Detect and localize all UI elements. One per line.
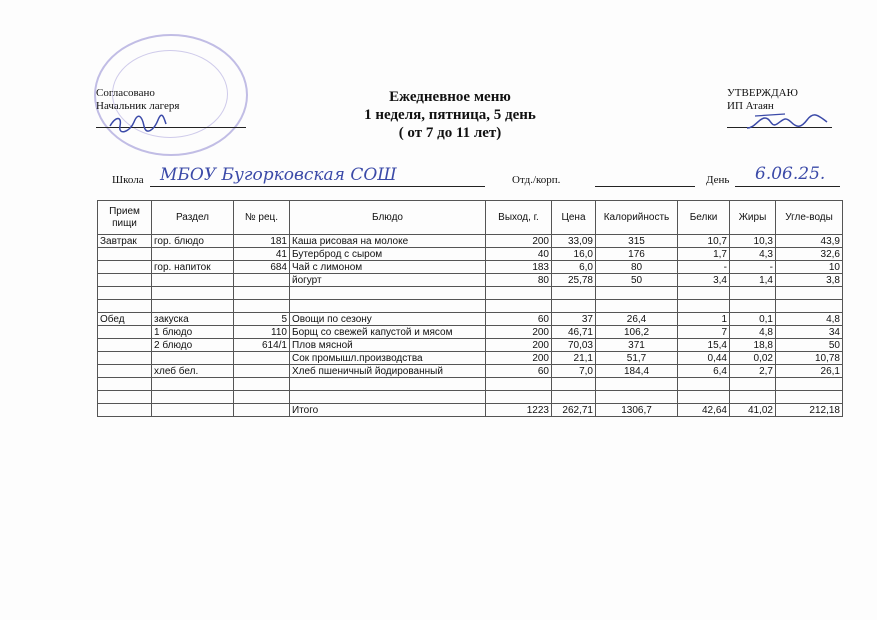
col-recipe: № рец.	[234, 201, 290, 235]
fats-cell	[730, 300, 776, 313]
output-cell: 200	[486, 352, 552, 365]
carbs-cell: 10,78	[776, 352, 843, 365]
title-line-2: 1 неделя, пятница, 5 день	[364, 107, 536, 123]
dish-cell	[290, 300, 486, 313]
section-cell: хлеб бел.	[152, 365, 234, 378]
table-row	[98, 287, 843, 300]
section-cell: 2 блюдо	[152, 339, 234, 352]
section-cell: закуска	[152, 313, 234, 326]
fats-cell: 10,3	[730, 235, 776, 248]
menu-table-body	[98, 235, 843, 417]
fats-cell	[730, 378, 776, 391]
output-cell: 183	[486, 261, 552, 274]
table-row	[98, 391, 843, 404]
section-cell	[152, 248, 234, 261]
col-calories: Калорийность	[596, 201, 678, 235]
total-row	[98, 404, 843, 417]
calories-cell	[596, 391, 678, 404]
recipe-cell: 181	[234, 235, 290, 248]
recipe-cell	[234, 352, 290, 365]
price-cell	[552, 378, 596, 391]
price-cell: 21,1	[552, 352, 596, 365]
calories-cell: 80	[596, 261, 678, 274]
confirm-signature	[745, 110, 830, 134]
carbs-cell	[776, 300, 843, 313]
section-cell	[152, 300, 234, 313]
output-cell: 200	[486, 235, 552, 248]
meal-cell	[98, 404, 152, 417]
proteins-cell: 1	[678, 313, 730, 326]
table-row	[98, 274, 843, 287]
dish-cell: Борщ со свежей капустой и мясом	[290, 326, 486, 339]
output-cell: 200	[486, 326, 552, 339]
meal-cell	[98, 287, 152, 300]
day-label: День	[706, 174, 730, 186]
dish-cell	[290, 391, 486, 404]
calories-cell	[596, 287, 678, 300]
proteins-cell: 3,4	[678, 274, 730, 287]
carbs-cell: 3,8	[776, 274, 843, 287]
proteins-cell	[678, 391, 730, 404]
approved-label: Согласовано	[96, 87, 155, 99]
proteins-cell: -	[678, 261, 730, 274]
price-cell: 262,71	[552, 404, 596, 417]
meal-cell	[98, 365, 152, 378]
recipe-cell	[234, 300, 290, 313]
day-underline	[735, 186, 840, 187]
calories-cell: 26,4	[596, 313, 678, 326]
meal-cell	[98, 391, 152, 404]
meal-cell	[98, 378, 152, 391]
fats-cell: 0,02	[730, 352, 776, 365]
carbs-cell	[776, 287, 843, 300]
proteins-cell	[678, 300, 730, 313]
table-row	[98, 326, 843, 339]
fats-cell: 18,8	[730, 339, 776, 352]
meal-cell	[98, 261, 152, 274]
output-cell	[486, 378, 552, 391]
dish-cell: йогурт	[290, 274, 486, 287]
section-cell: гор. блюдо	[152, 235, 234, 248]
price-cell	[552, 391, 596, 404]
calories-cell	[596, 378, 678, 391]
section-cell	[152, 404, 234, 417]
dish-cell: Плов мясной	[290, 339, 486, 352]
calories-cell: 1306,7	[596, 404, 678, 417]
proteins-cell: 10,7	[678, 235, 730, 248]
dept-underline	[595, 186, 695, 187]
price-cell: 37	[552, 313, 596, 326]
recipe-cell	[234, 274, 290, 287]
fats-cell: 1,4	[730, 274, 776, 287]
output-cell: 60	[486, 365, 552, 378]
fats-cell: 4,3	[730, 248, 776, 261]
meal-cell	[98, 248, 152, 261]
price-cell: 46,71	[552, 326, 596, 339]
price-cell: 25,78	[552, 274, 596, 287]
dish-cell: Каша рисовая на молоке	[290, 235, 486, 248]
output-cell: 40	[486, 248, 552, 261]
col-dish: Блюдо	[290, 201, 486, 235]
meal-cell	[98, 326, 152, 339]
carbs-cell: 212,18	[776, 404, 843, 417]
day-value: 6.06.25.	[755, 164, 826, 184]
section-cell	[152, 391, 234, 404]
proteins-cell: 42,64	[678, 404, 730, 417]
school-value: МБОУ Бугорковская СОШ	[160, 165, 397, 185]
recipe-cell: 41	[234, 248, 290, 261]
confirm-role: ИП Атаян	[727, 100, 774, 112]
fats-cell: -	[730, 261, 776, 274]
carbs-cell: 34	[776, 326, 843, 339]
fats-cell: 41,02	[730, 404, 776, 417]
page-title	[300, 88, 600, 142]
recipe-cell: 684	[234, 261, 290, 274]
carbs-cell	[776, 391, 843, 404]
output-cell	[486, 300, 552, 313]
table-row	[98, 365, 843, 378]
table-row	[98, 313, 843, 326]
carbs-cell: 4,8	[776, 313, 843, 326]
approved-signature	[108, 112, 168, 134]
price-cell: 70,03	[552, 339, 596, 352]
output-cell: 80	[486, 274, 552, 287]
section-cell: гор. напиток	[152, 261, 234, 274]
meal-cell	[98, 352, 152, 365]
proteins-cell: 7	[678, 326, 730, 339]
title-line-3: ( от 7 до 11 лет)	[398, 125, 502, 141]
recipe-cell: 5	[234, 313, 290, 326]
proteins-cell: 15,4	[678, 339, 730, 352]
title-line-1: Ежедневное меню	[389, 89, 511, 105]
col-price: Цена	[552, 201, 596, 235]
recipe-cell	[234, 378, 290, 391]
carbs-cell: 43,9	[776, 235, 843, 248]
confirm-label: УТВЕРЖДАЮ	[727, 87, 798, 99]
recipe-cell: 110	[234, 326, 290, 339]
carbs-cell: 10	[776, 261, 843, 274]
section-cell	[152, 274, 234, 287]
col-output: Выход, г.	[486, 201, 552, 235]
dish-cell: Итого	[290, 404, 486, 417]
dish-cell: Овощи по сезону	[290, 313, 486, 326]
fats-cell	[730, 287, 776, 300]
meal-cell: Обед	[98, 313, 152, 326]
dish-cell	[290, 287, 486, 300]
section-cell	[152, 378, 234, 391]
price-cell: 7,0	[552, 365, 596, 378]
output-cell: 200	[486, 339, 552, 352]
fats-cell: 0,1	[730, 313, 776, 326]
table-row	[98, 339, 843, 352]
approved-block	[96, 87, 179, 113]
table-row	[98, 378, 843, 391]
meal-cell: Завтрак	[98, 235, 152, 248]
recipe-cell: 614/1	[234, 339, 290, 352]
col-proteins: Белки	[678, 201, 730, 235]
recipe-cell	[234, 365, 290, 378]
section-cell	[152, 287, 234, 300]
output-cell: 60	[486, 313, 552, 326]
calories-cell: 51,7	[596, 352, 678, 365]
price-cell: 33,09	[552, 235, 596, 248]
dish-cell: Бутерброд с сыром	[290, 248, 486, 261]
carbs-cell: 32,6	[776, 248, 843, 261]
recipe-cell	[234, 287, 290, 300]
dish-cell: Чай с лимоном	[290, 261, 486, 274]
table-row	[98, 235, 843, 248]
calories-cell: 315	[596, 235, 678, 248]
output-cell	[486, 391, 552, 404]
price-cell	[552, 300, 596, 313]
output-cell	[486, 287, 552, 300]
calories-cell: 50	[596, 274, 678, 287]
fats-cell: 4,8	[730, 326, 776, 339]
dept-label: Отд./корп.	[512, 174, 561, 186]
carbs-cell: 50	[776, 339, 843, 352]
section-cell	[152, 352, 234, 365]
recipe-cell	[234, 391, 290, 404]
dish-cell: Хлеб пшеничный йодированный	[290, 365, 486, 378]
meal-cell	[98, 300, 152, 313]
dish-cell	[290, 378, 486, 391]
calories-cell	[596, 300, 678, 313]
col-section: Раздел	[152, 201, 234, 235]
col-carbs: Угле-воды	[776, 201, 843, 235]
calories-cell: 106,2	[596, 326, 678, 339]
section-cell: 1 блюдо	[152, 326, 234, 339]
proteins-cell	[678, 378, 730, 391]
school-underline	[150, 186, 485, 187]
table-row	[98, 300, 843, 313]
proteins-cell: 1,7	[678, 248, 730, 261]
fats-cell: 2,7	[730, 365, 776, 378]
proteins-cell: 6,4	[678, 365, 730, 378]
calories-cell: 184,4	[596, 365, 678, 378]
calories-cell: 371	[596, 339, 678, 352]
table-row	[98, 248, 843, 261]
price-cell: 6,0	[552, 261, 596, 274]
recipe-cell	[234, 404, 290, 417]
dish-cell: Сок промышл.производства	[290, 352, 486, 365]
col-fats: Жиры	[730, 201, 776, 235]
price-cell	[552, 287, 596, 300]
table-row	[98, 352, 843, 365]
col-meal: Прием пищи	[98, 201, 152, 235]
school-label: Школа	[112, 174, 144, 186]
proteins-cell: 0,44	[678, 352, 730, 365]
fats-cell	[730, 391, 776, 404]
meal-cell	[98, 339, 152, 352]
table-header-row	[98, 201, 843, 235]
meal-cell	[98, 274, 152, 287]
calories-cell: 176	[596, 248, 678, 261]
proteins-cell	[678, 287, 730, 300]
output-cell: 1223	[486, 404, 552, 417]
price-cell: 16,0	[552, 248, 596, 261]
carbs-cell	[776, 378, 843, 391]
menu-table	[97, 200, 843, 417]
approved-role: Начальник лагеря	[96, 100, 180, 112]
carbs-cell: 26,1	[776, 365, 843, 378]
table-row	[98, 261, 843, 274]
